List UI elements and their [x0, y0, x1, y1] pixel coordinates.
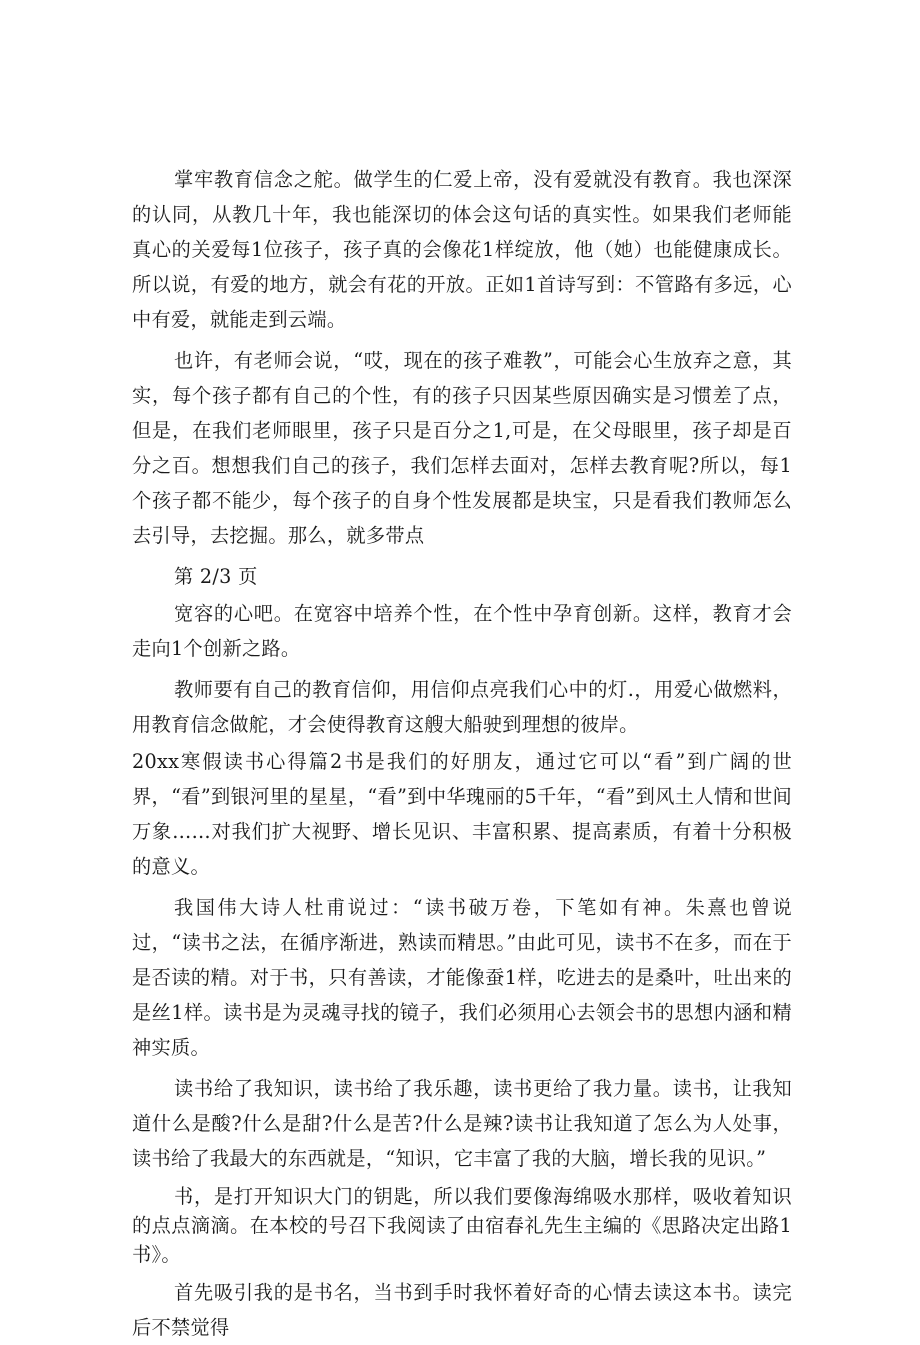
document-page	[132, 162, 792, 1345]
paragraph: 教师要有自己的教育信仰，用信仰点亮我们心中的灯.，用爱心做燃料，用教育信念做舵，才会使得教育这艘大船驶到理想的彼岸。	[132, 678, 792, 736]
paragraph: 首先吸引我的是书名，当书到手时我怀着好奇的心情去读这本书。读完后不禁觉得	[132, 1281, 792, 1339]
page-number-marker: 第 2/3 页	[174, 565, 258, 588]
paragraph: 我国伟大诗人杜甫说过：“读书破万卷，下笔如有神。朱熹也曾说过，“读书之法，在循序渐进，熟读而精思。”由此可见，读书不在多，而在于是否读的精。对于书，只有善读，才能像蚕1样，吃进去的是桑叶，吐出来的是丝1样。读书是为灵魂寻找的镜子，我们必须用心去领会书的思想内涵和精神实质。	[132, 896, 792, 1059]
paragraph: 也许，有老师会说，“哎，现在的孩子难教”，可能会心生放弃之意，其实，每个孩子都有自己的个性，有的孩子只因某些原因确实是习惯差了点，但是，在我们老师眼里，孩子只是百分之1,可是，在父母眼里，孩子却是百分之百。想想我们自己的孩子，我们怎样去面对，怎样去教育呢?所以，每1个孩子都不能少，每个孩子的自身个性发展都是块宝，只是看我们教师怎么去引导，去挖掘。那么，就多带点	[132, 349, 792, 547]
paragraph: 书，是打开知识大门的钥匙，所以我们要像海绵吸水那样，吸收着知识的点点滴滴。在本校的号召下我阅读了由宿春礼先生主编的《思路决定出路1书》。	[132, 1185, 792, 1266]
paragraph: 读书给了我知识，读书给了我乐趣，读书更给了我力量。读书，让我知道什么是酸?什么是甜?什么是苦?什么是辣?读书让我知道了怎么为人处事，读书给了我最大的东西就是，“知识，它丰富了我的大脑，增长我的见识。”	[132, 1077, 792, 1170]
section-heading-paragraph: 20xx寒假读书心得篇2书是我们的好朋友，通过它可以“看”到广阔的世界，“看”到银河里的星星，“看”到中华瑰丽的5千年，“看”到风土人情和世间万象……对我们扩大视野、增长见识、丰富积累、提高素质，有着十分积极的意义。	[132, 750, 792, 878]
paragraph: 宽容的心吧。在宽容中培养个性，在个性中孕育创新。这样，教育才会走向1个创新之路。	[132, 602, 792, 660]
paragraph: 掌牢教育信念之舵。做学生的仁爱上帝，没有爱就没有教育。我也深深的认同，从教几十年，我也能深切的体会这句话的真实性。如果我们老师能真心的关爱每1位孩子，孩子真的会像花1样绽放，他（她）也能健康成长。所以说，有爱的地方，就会有花的开放。正如1首诗写到：不管路有多远，心中有爱，就能走到云端。	[132, 168, 792, 331]
